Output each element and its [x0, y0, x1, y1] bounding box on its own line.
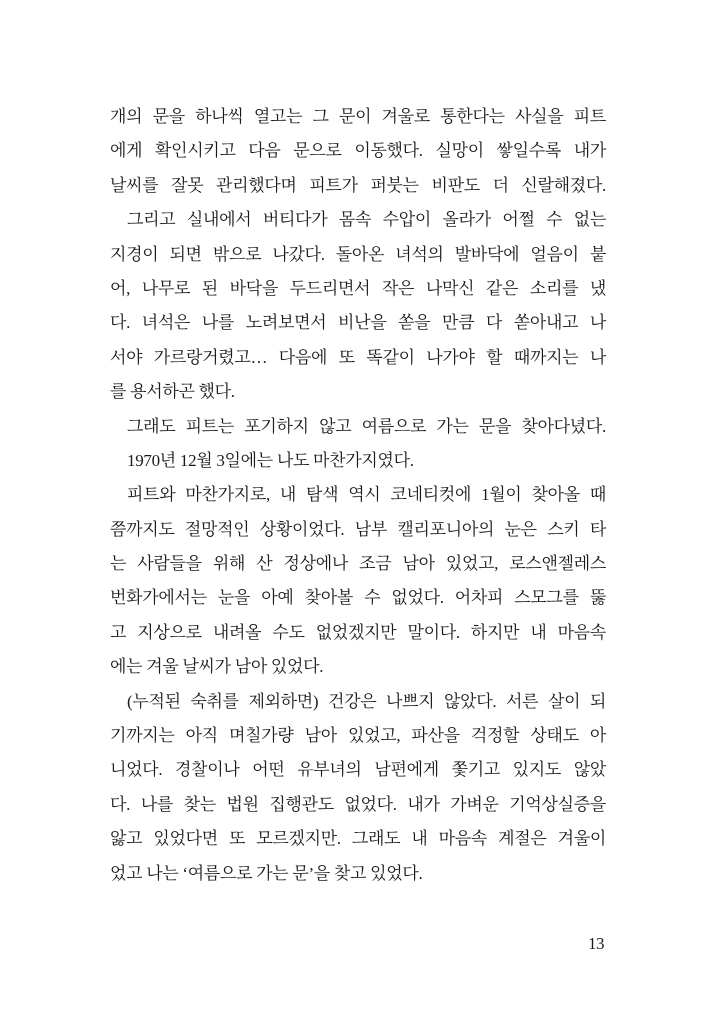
- body-text: [110, 100, 606, 891]
- text-line: (누적된 숙취를 제외하면) 건강은 나쁘지 않았다. 서른 살이 되: [127, 691, 606, 711]
- text-line: 번화가에서는 눈을 아예 찾아볼 수 없었다. 어차피 스모그를 뚫: [110, 588, 606, 608]
- text-line: 었고 나는 ‘여름으로 가는 문’을 찾고 있었다.: [110, 863, 423, 883]
- page-number: 13: [588, 934, 604, 953]
- text-line: 는 사람들을 위해 산 정상에나 조금 남아 있었고, 로스앤젤레스: [110, 554, 606, 574]
- text-line: 지경이 되면 밖으로 나갔다. 돌아온 녀석의 발바닥에 얼음이 붙: [110, 244, 606, 264]
- text-line: 를 용서하곤 했다.: [110, 382, 235, 402]
- text-line: 기까지는 아직 며칠가량 남아 있었고, 파산을 걱정할 상태도 아: [110, 726, 606, 746]
- text-line: 날씨를 잘못 관리했다며 피트가 퍼붓는 비판도 더 신랄해졌다.: [110, 175, 606, 195]
- text-line: 에는 겨울 날씨가 남아 있었다.: [110, 657, 324, 677]
- text-line: 쯤까지도 절망적인 상황이었다. 남부 캘리포니아의 눈은 스키 타: [110, 519, 606, 539]
- text-line: 개의 문을 하나씩 열고는 그 문이 겨울로 통한다는 사실을 피트: [110, 107, 606, 126]
- text-line: 다. 나를 찾는 법원 집행관도 없었다. 내가 가벼운 기억상실증을: [110, 794, 606, 814]
- text-line: 어, 나무로 된 바닥을 두드리면서 작은 나막신 같은 소리를 냈: [110, 278, 606, 298]
- text-line: 다. 녀석은 나를 노려보면서 비난을 쏟을 만큼 다 쏟아내고 나: [110, 313, 606, 333]
- text-line: 앓고 있었다면 또 모르겠지만. 그래도 내 마음속 계절은 겨울이: [110, 829, 606, 849]
- text-line: 그래도 피트는 포기하지 않고 여름으로 가는 문을 찾아다녔다.: [127, 416, 606, 436]
- text-line: 그리고 실내에서 버티다가 몸속 수압이 올라가 어쩔 수 없는: [127, 210, 606, 230]
- text-line: 고 지상으로 내려올 수도 없었겠지만 말이다. 하지만 내 마음속: [110, 622, 606, 642]
- text-line: 서야 가르랑거렸고… 다음에 또 똑같이 나가야 할 때까지는 나: [110, 347, 606, 367]
- text-line: 에게 확인시키고 다음 문으로 이동했다. 실망이 쌓일수록 내가: [110, 141, 606, 161]
- text-line: 피트와 마찬가지로, 내 탐색 역시 코네티컷에 1월이 찾아올 때: [127, 485, 606, 505]
- text-line: 니었다. 경찰이나 어떤 유부녀의 남편에게 쫓기고 있지도 않았: [110, 760, 606, 780]
- text-line: 1970년 12월 3일에는 나도 마찬가지였다.: [127, 450, 414, 470]
